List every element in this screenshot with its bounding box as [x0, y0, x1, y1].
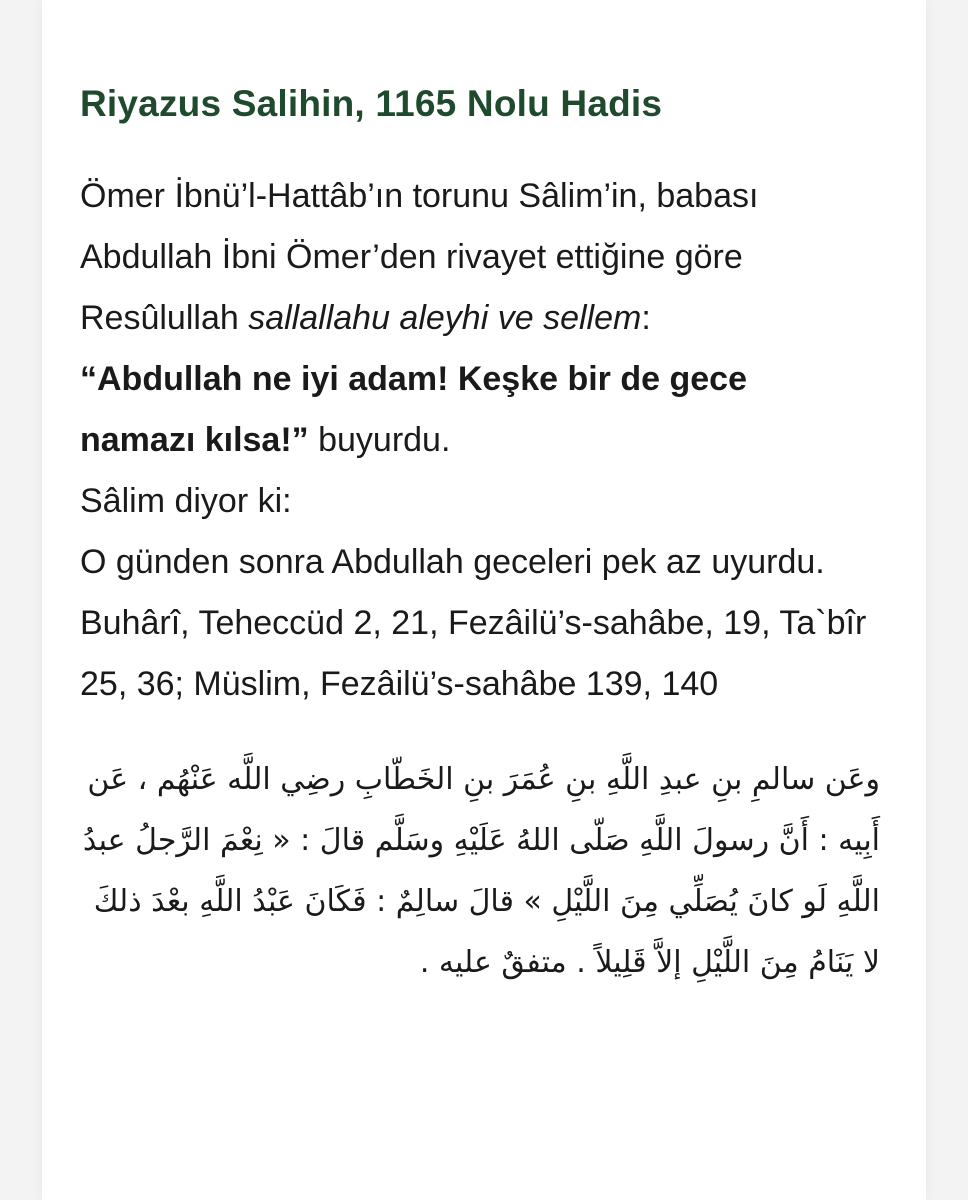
text-segment: Resûlullah: [80, 299, 249, 337]
text-line: [80, 288, 892, 349]
text-line: O günden sonra Abdullah geceleri pek az uyurdu.: [80, 543, 825, 581]
text-line: Sâlim diyor ki:: [80, 482, 292, 520]
hadith-arabic-text: وعَن سالمِ بنِ عبدِ اللَّهِ بنِ عُمَرَ بنِ الخَطّابِ رضِي اللَّه عَنْهُم ، عَن أَبِيه : أَنَّ رسولَ اللَّهِ صَلّى اللهُ عَلَيْهِ وسَلَّم قالَ : « نِعْمَ الرَّجلُ عبدُ اللَّهِ لَو كانَ يُصَلِّي مِنَ اللَّيْلِ » قالَ سالِمٌ : فَكَانَ عَبْدُ اللَّهِ بعْدَ ذلكَ لا يَنَامُ مِنَ اللَّيْلِ إلاَّ قَلِيلاً . متفقٌ عليه .: [82, 762, 880, 980]
quote-line: namazı kılsa!”: [80, 421, 309, 459]
text-line: [80, 410, 892, 471]
source-reference: Buhârî, Teheccüd 2, 21, Fezâilü’s-sahâbe, 19, Ta`bîr 25, 36; Müslim, Fezâilü’s-sahâbe 139, 140: [80, 604, 867, 703]
salutation-italic: sallallahu aleyhi ve sellem: [248, 299, 642, 337]
text-line: Ömer İbnü’l-Hattâb’ın torunu Sâlim’in, babası: [80, 177, 759, 215]
page-title: Riyazus Salihin, 1165 Nolu Hadis: [80, 83, 663, 124]
text-segment: buyurdu.: [308, 421, 451, 459]
quote-line: “Abdullah ne iyi adam! Keşke bir de gece: [80, 360, 747, 398]
text-segment: :: [641, 299, 651, 337]
article-content: [80, 78, 892, 993]
hadith-turkish-text: [80, 166, 892, 715]
text-line: Abdullah İbni Ömer’den rivayet ettiğine göre: [80, 238, 743, 276]
article-card: [42, 0, 926, 1200]
